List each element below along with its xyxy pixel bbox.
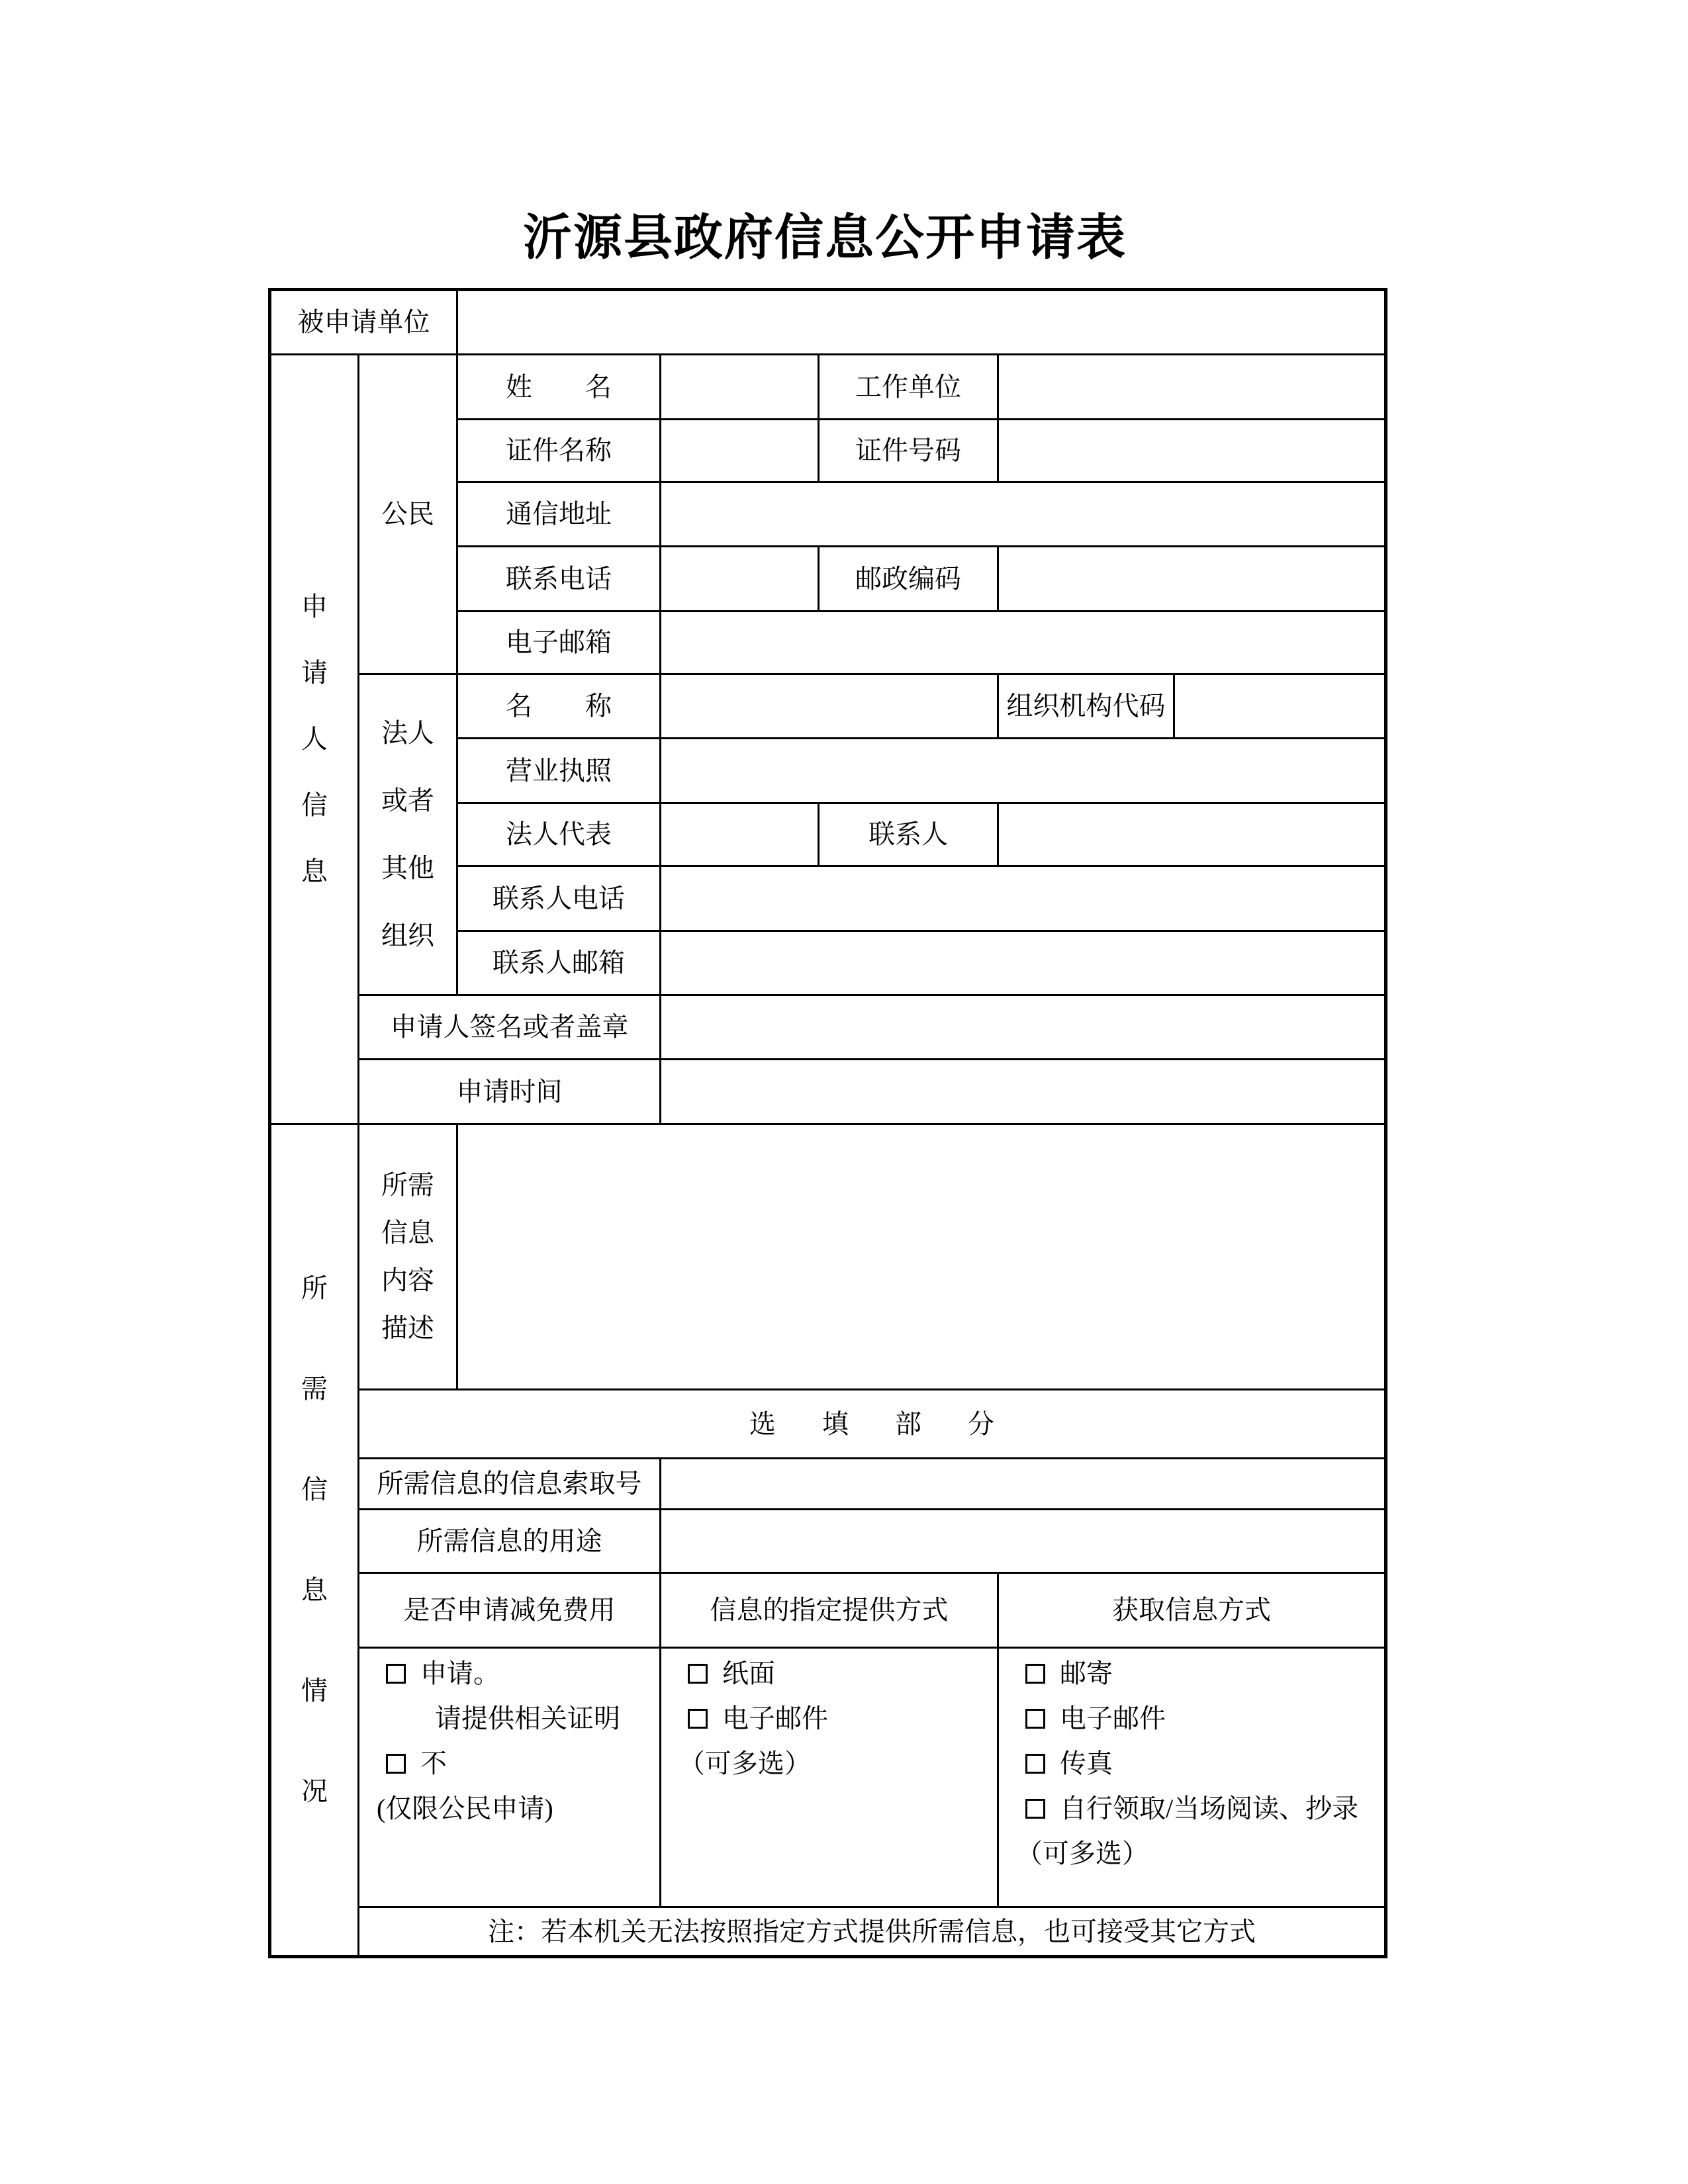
label-work-unit: 工作单位 — [820, 355, 997, 418]
obtain-email-label: 电子邮件 — [1060, 1704, 1166, 1733]
fee-waiver-apply-note-text: 请提供相关证明 — [435, 1704, 620, 1733]
fee-waiver-options — [359, 1649, 659, 1906]
input-email[interactable] — [661, 612, 1384, 673]
input-target-unit[interactable] — [458, 291, 1384, 353]
label-legal-person-group: 法人 或者 其他 组织 — [359, 675, 456, 994]
label-org-code: 组织机构代码 — [999, 675, 1173, 737]
label-contact-email: 联系人邮箱 — [458, 932, 659, 994]
provide-group-note — [679, 1748, 811, 1780]
obtain-method-options — [999, 1649, 1384, 1906]
obtain-group-note-text: （可多选） — [1016, 1839, 1149, 1868]
fee-waiver-option-apply — [386, 1658, 500, 1690]
input-id-name[interactable] — [661, 420, 818, 481]
label-applicant-info: 申 请 人 信 息 — [271, 355, 357, 1123]
input-contact-email[interactable] — [661, 932, 1384, 994]
label-index-number: 所需信息的信息索取号 — [359, 1459, 659, 1508]
obtain-group-note — [1016, 1838, 1149, 1870]
header-fee-waiver: 是否申请减免费用 — [359, 1574, 659, 1647]
input-address[interactable] — [661, 483, 1384, 545]
label-business-license: 营业执照 — [458, 739, 659, 802]
fee-waiver-apply-label: 申请。 — [420, 1659, 500, 1688]
checkbox-fee-waiver-no[interactable] — [386, 1754, 406, 1774]
page-title: 沂源县政府信息公开申请表 — [523, 211, 1127, 265]
input-contact-phone[interactable] — [661, 867, 1384, 930]
fee-waiver-option-no — [386, 1748, 447, 1780]
bottom-note: 注：若本机关无法按照指定方式提供所需信息，也可接受其它方式 — [359, 1908, 1384, 1955]
header-provide-method: 信息的指定提供方式 — [661, 1574, 997, 1647]
checkbox-obtain-post[interactable] — [1025, 1664, 1045, 1684]
input-name[interactable] — [661, 355, 818, 418]
provide-group-note-text: （可多选） — [679, 1749, 811, 1778]
checkbox-obtain-self[interactable] — [1025, 1799, 1045, 1819]
obtain-fax-label: 传真 — [1060, 1749, 1113, 1778]
label-name: 姓 名 — [458, 355, 659, 418]
obtain-option-fax — [1025, 1748, 1113, 1780]
checkbox-obtain-fax[interactable] — [1025, 1754, 1045, 1774]
obtain-self-label: 自行领取/当场阅读、抄录 — [1060, 1794, 1359, 1823]
provide-email-label: 电子邮件 — [722, 1704, 828, 1733]
input-contact[interactable] — [999, 804, 1384, 865]
input-purpose[interactable] — [661, 1510, 1384, 1572]
label-apply-time: 申请时间 — [359, 1060, 659, 1123]
label-purpose: 所需信息的用途 — [359, 1510, 659, 1572]
input-postcode[interactable] — [999, 547, 1384, 610]
checkbox-provide-email[interactable] — [688, 1709, 708, 1729]
checkbox-obtain-email[interactable] — [1025, 1709, 1045, 1729]
label-needed-info: 所 需 信 息 情 况 — [271, 1125, 357, 1955]
provide-option-email — [688, 1703, 828, 1735]
label-legal-rep: 法人代表 — [458, 804, 659, 865]
obtain-option-post — [1025, 1658, 1113, 1690]
input-org-name[interactable] — [661, 675, 997, 737]
obtain-option-self — [1025, 1793, 1358, 1825]
fee-waiver-group-note-text: (仅限公民申请) — [377, 1794, 553, 1823]
fee-waiver-no-label: 不 — [420, 1749, 447, 1778]
input-legal-rep[interactable] — [661, 804, 818, 865]
input-phone[interactable] — [661, 547, 818, 610]
label-contact-phone: 联系人电话 — [458, 867, 659, 930]
provide-option-paper — [688, 1658, 775, 1690]
input-work-unit[interactable] — [999, 355, 1384, 418]
label-description: 所需 信息 内容 描述 — [359, 1125, 456, 1388]
label-target-unit: 被申请单位 — [271, 291, 456, 353]
input-business-license[interactable] — [661, 739, 1384, 802]
header-obtain-method: 获取信息方式 — [999, 1574, 1384, 1647]
label-postcode: 邮政编码 — [820, 547, 997, 610]
input-index-number[interactable] — [661, 1459, 1384, 1508]
label-phone: 联系电话 — [458, 547, 659, 610]
fee-waiver-group-note — [377, 1793, 553, 1825]
label-id-number: 证件号码 — [820, 420, 997, 481]
label-citizen-group: 公民 — [359, 355, 456, 673]
optional-section-header: 选填部分 — [359, 1390, 1384, 1457]
label-contact: 联系人 — [820, 804, 997, 865]
input-signature[interactable] — [661, 996, 1384, 1058]
label-address: 通信地址 — [458, 483, 659, 545]
checkbox-fee-waiver-apply[interactable] — [386, 1664, 406, 1684]
input-description[interactable] — [458, 1125, 1384, 1388]
provide-method-options — [661, 1649, 997, 1906]
label-email: 电子邮箱 — [458, 612, 659, 673]
obtain-option-email — [1025, 1703, 1166, 1735]
label-id-name: 证件名称 — [458, 420, 659, 481]
label-signature: 申请人签名或者盖章 — [359, 996, 659, 1058]
input-id-number[interactable] — [999, 420, 1384, 481]
provide-paper-label: 纸面 — [722, 1659, 775, 1688]
label-org-name: 名 称 — [458, 675, 659, 737]
input-apply-time[interactable] — [661, 1060, 1384, 1123]
input-org-code[interactable] — [1175, 675, 1384, 737]
application-form-table — [268, 288, 1387, 1958]
checkbox-provide-paper[interactable] — [688, 1664, 708, 1684]
obtain-post-label: 邮寄 — [1060, 1659, 1113, 1688]
fee-waiver-apply-note — [435, 1703, 620, 1735]
